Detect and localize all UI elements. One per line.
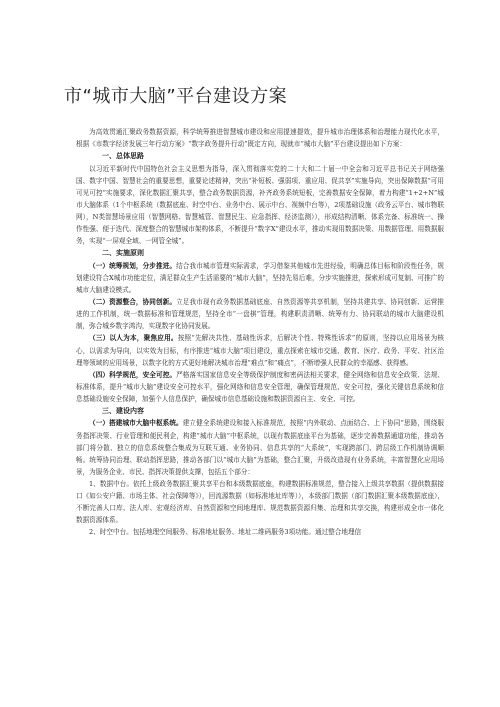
paragraph-spatiotemporal-platform: 2、时空中台。包括地理空间服务、标准地址服务、地址二维码服务3项功能。通过整合地理信 — [89, 528, 362, 537]
principle-1-body: 结合我市城市管理实际需求，学习借鉴其他城市先进经验，明确总体目标和阶段性任务，规划建设符合X城市功能定位，满足群众生产生活需要的“城市大脑”，坚持先易后难，分步实施推进，探索形成可复制、可推广的城市大脑建设模式。 — [76, 261, 445, 295]
principle-3-body: 按照“先解决共性、基础性诉求，后解决个性、特殊性诉求”的原则，坚持以应用场景为核心，以需求为导向，以实效为目标，有序推进“城市大脑”项目建设，重点探索在城市交通、教育、医疗、政务、平安、社区治理等领域的应用场景，以数字化的方式更好地解决城市治理“难点”和“痛点”，不断增强人民群众的幸福感、获得感。 — [76, 334, 444, 367]
section-heading-1: 一、总体思路 — [102, 152, 144, 161]
section-heading-2: 二、实施原则 — [102, 249, 144, 258]
page-title: 市“城市大脑”平台建设方案 — [64, 86, 288, 107]
content-1-lead: （一）搭建城市大脑中枢系统。 — [89, 419, 183, 428]
paragraph-principle-3 — [76, 332, 444, 368]
paragraph-content-1 — [76, 417, 444, 477]
paragraph-principle-1 — [76, 260, 444, 296]
principle-1-lead: （一）统筹规划，分步推进。 — [89, 261, 177, 270]
principle-2-lead: （二）资源整合，协同创新。 — [89, 298, 177, 307]
intro-paragraph: 为高效贯通汇聚政务数据资源，科学统筹推进智慧城市建设和应用提速提效，提升城市治理体系和治理能力现代化水平，根据《市数字经济发展三年行动方案》“数字政务提升行动”既定方向，现就市“城市大脑”平台建设提出如下方案： — [76, 128, 444, 149]
paragraph-principle-4 — [76, 369, 444, 405]
section-heading-3: 三、建设内容 — [102, 406, 144, 415]
content-1-body: 建立健全系统建设和接入标准规范，按照“内外联动、点面结合、上下协同”思路，围绕服务指挥决策、行业管理和便民利企，构建“城市大脑”中枢系统，以现有数据底座平台为基础，逐步完善数据通道功能，推动各部门将分散、独立的信息系统整合集成为互联互通、业务协同、信息共享的“大系统”，实现跨部门、跨层级工作机制协调顺畅。统筹协同治理、联动指挥思路，推动各部门以“城市大脑”为基础，整合汇聚，升级改造现有业务系统，丰富智慧化应用场景，为服务企业、市民、指挥决策提供支撑，包括五个部分： — [76, 419, 444, 476]
paragraph-principle-2 — [76, 296, 444, 332]
paragraph-overall-approach: 以习近平新时代中国特色社会主义思想为指导，深入贯彻落实党的二十大和二十届一中全会和习近平总书记关于网络强国、数字中国、智慧社会的重要思想，重要论述精神，突出“补短板、强弱项、重应用、促共享”实施导向，突出保障数据“可用可见可控”实施要求，深化数据汇聚共享，整合政务数据资源，补齐政务系统短板，完善数据安全保障，着力构建“1+2+N”城市大脑体系（1个中枢系统（数据底座、时空中台、业务中台、展示中台、视频中台等），2项基础设施（政务云平台、城市物联网），N类智慧场景应用（智慧网格、智慧城管、智慧民生、应急指挥、经济监测）），形成结构清晰、体系完备、标准统一、操作性强、便于迭代、深度整合的智慧城市架构体系，不断提升“数字X”建设水平，推动实现用数据决策、用数据管理、用数据服务，实现“一屏观全域、一网管全城”。 — [76, 164, 444, 246]
principle-4-body: 严格落实国家信息安全等级保护制度和密码法相关要求，健全网络和信息安全政策、法规、标准体系，提升“城市大脑”建设安全可控水平，强化网络和信息安全管理，确保管理规范、安全可控，强化关键信息系统和信息基础设施安全保障，加强个人信息保护，确保城市信息基础设施和数据资源自主、安全、可控。 — [76, 370, 445, 403]
principle-4-lead: （四）科学规范，安全可控。 — [89, 370, 177, 379]
principle-2-body: 立足我市现有政务数据基础底座、自然资源等共享机制，坚持共建共享、协同创新、运营推进的工作机制，统一数据标准和管理规范，坚持全市“一盘棋”管理，构建职责清晰、统筹有力、协同联动的城市大脑建设机制，弥合城乡数字鸿沟，实现数字化协同发展。 — [76, 298, 445, 331]
paragraph-data-middle-platform: 1、数据中台。依托上级政务数据汇聚共享平台和本级数据底座，构建数据标准规范，整合接入上级共享数据（提供数据接口《如公安户籍、市场主体、社会保障等》），回流源数据（如标准地址库等）），本级部门数据（部门数据汇聚本级数据底座），不断完善人口库、法人库、宏观经济库、自然资源和空间地理库、规范数据资源归集、治理和共享交换，构建形成全市一体化数据资源体系。 — [76, 479, 444, 525]
principle-3-lead: （三）以人为本，聚焦应用。 — [89, 334, 178, 343]
